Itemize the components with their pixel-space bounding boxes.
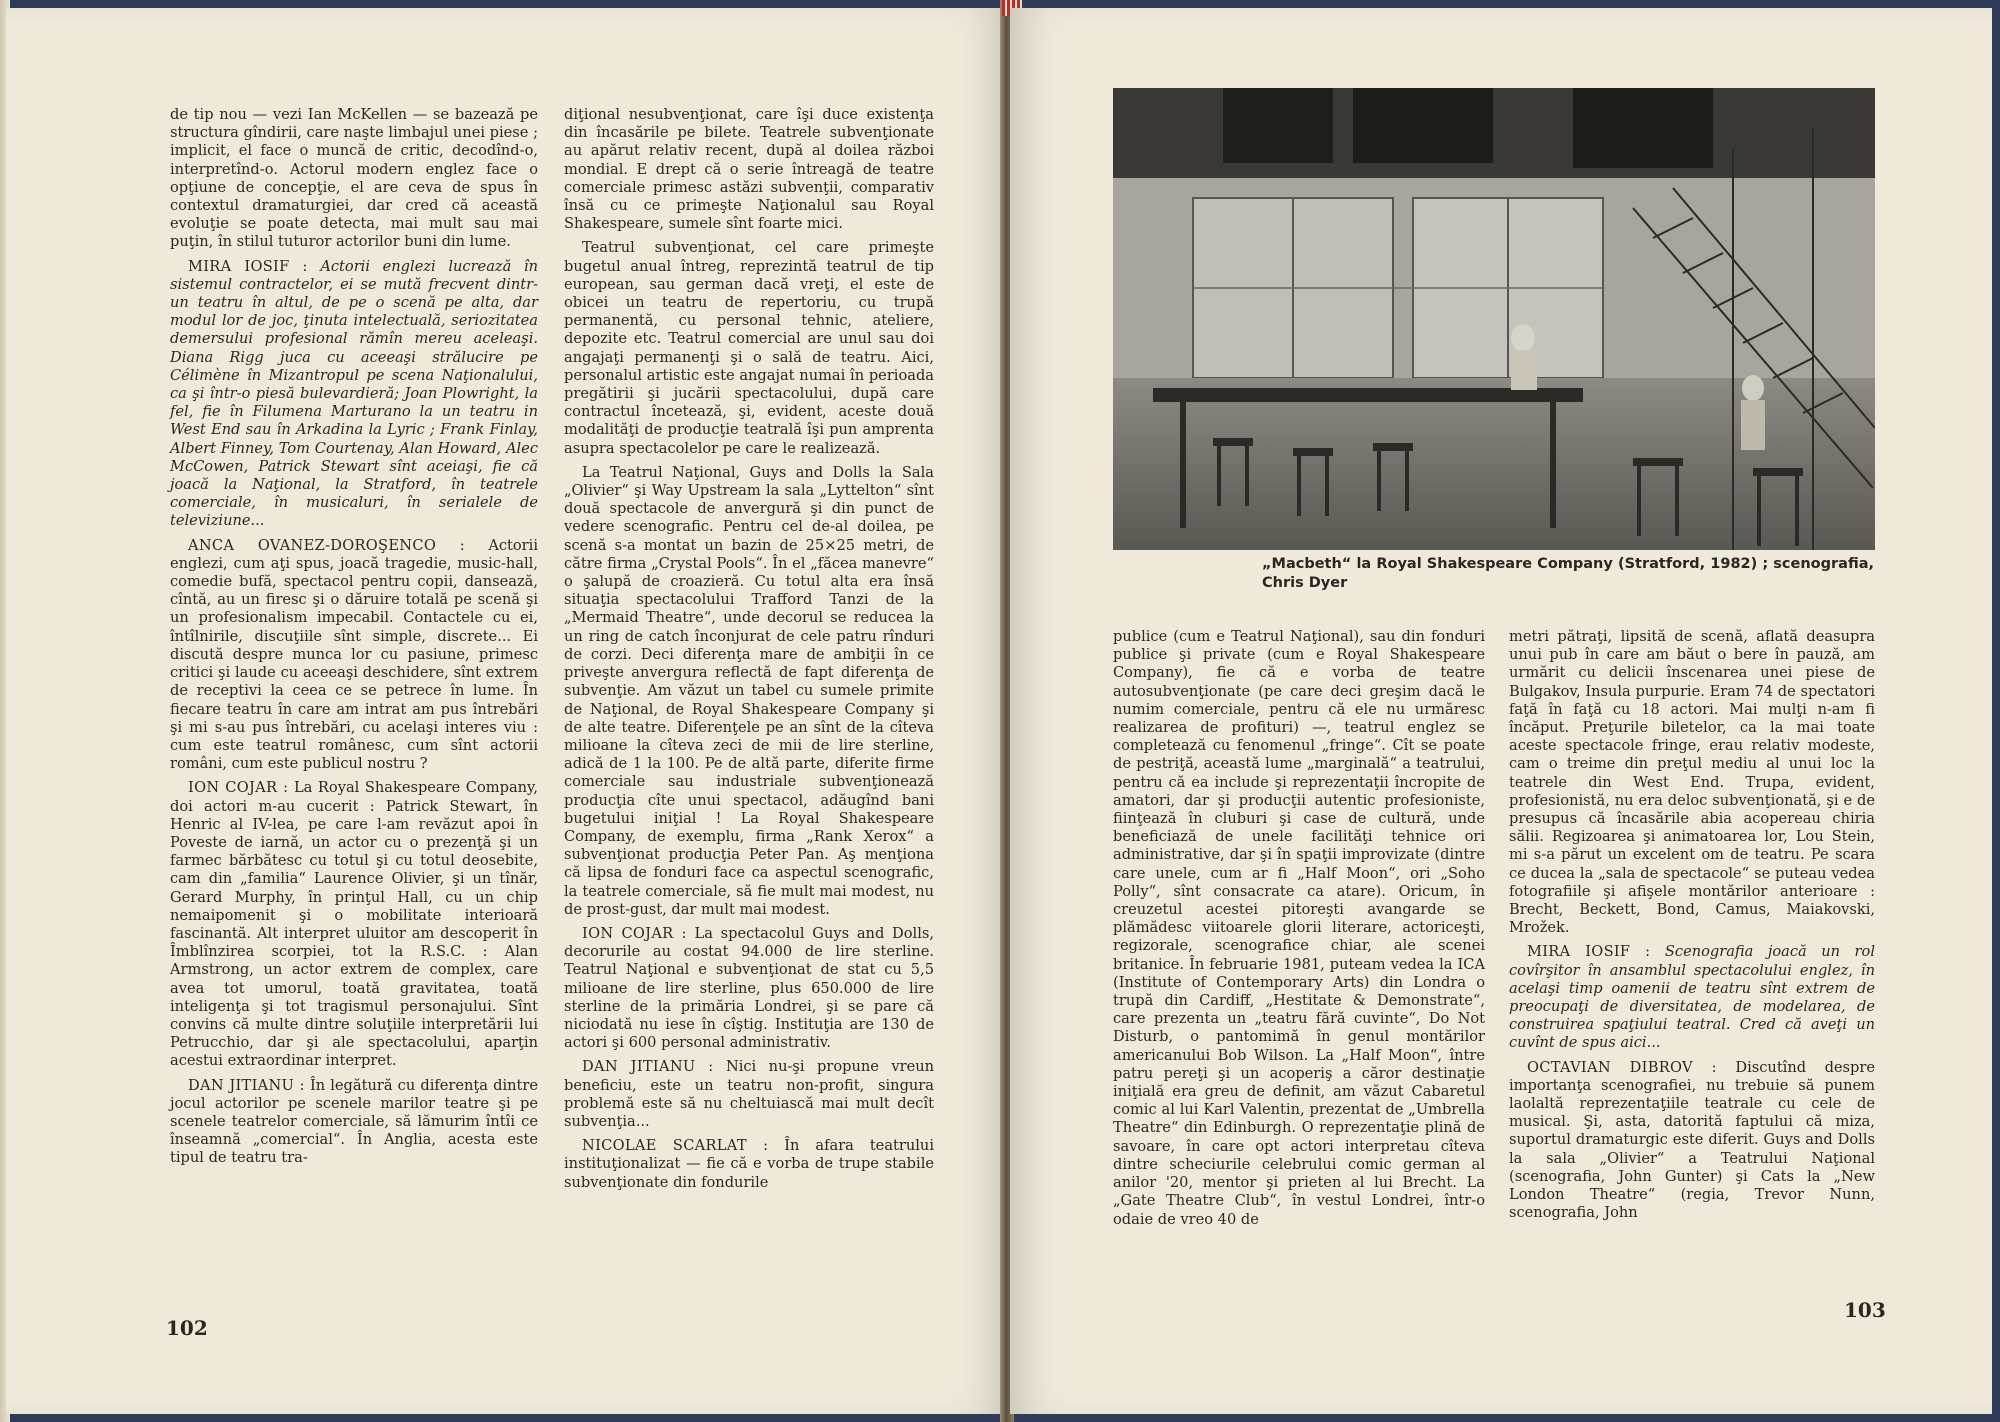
paragraph: Teatrul subvenţionat, cel care primeşte bugetul anual întreg, reprezintă teatrul de tip european, sau german dacă vreţi, el este de obicei un teatru de repertoriu, cu trupă permanentă, cu personal tehnic, ateliere, depozite etc. Teatrul comercial are unul sau doi angajaţi permanenţi şi o sală de teatru. Aici, personalul artistic este angajat numai în perioada pregătirii şi jucării spectacolului, după care contractul încetează, şi, evident, aceste două modalităţi de producţie teatrală îşi pun amprenta asupra spectacolelor pe care le realizează. [564, 239, 934, 457]
photo-caption: „Macbeth“ la Royal Shakespeare Company (Stratford, 1982) ; scenografia, Chris Dyer [1262, 556, 1874, 591]
paragraph: ION COJAR : La spectacolul Guys and Dolls, decorurile au costat 94.000 de lire sterline. Teatrul Naţional e subvenţionat de stat cu 5,5 milioane de lire sterline, plus 650.000 de lire sterline de la primăria Londrei, şi se pare că niciodată nu iese în cîştig. Instituţia are 130 de actori şi 600 personal administrativ. [564, 924, 934, 1052]
speaker-name: MIRA IOSIF : [188, 257, 308, 275]
speaker-name: DAN JITIANU : [188, 1076, 305, 1094]
paragraph: La Teatrul Naţional, Guys and Dolls la Sala „Olivier“ şi Way Upstream la sala „Lyttelton“ sînt două spectacole de anvergură şi din punct de vedere scenografic. Pentru cel de-al doilea, pe scenă s-a montat un bazin de 25×25 metri, de către firma „Crystal Pools“. În el „făcea manevre“ o şalupă de croazieră. Cu totul alta era însă situaţia spectacolului Trafford Tanzi de la „Mermaid Theatre“, unde decorul se reducea la un ring de catch înconjurat de cele patru rînduri de corzi. Deci diferenţa mare de ambiţii în ce priveşte anvergura reflectă de fapt diferenţa de subvenţie. Am văzut un tabel cu sumele primite de Naţional, de Royal Shakespeare Company şi de alte teatre. Diferenţele pe an sînt de la cîteva milioane la cîteva zeci de mii de lire sterline, adică de 1 la 100. Pe de altă parte, diferite firme comerciale sau industriale subvenţionează producţia cîte unui spectacol, adăugînd bani bugetului iniţial ! La Royal Shakespeare Company, de exemplu, firma „Rank Xerox“ a subvenţionat producţia Peter Pan. Aş menţiona că lipsa de fonduri face ca aspectul scenografic, la teatrele comerciale, să fie mult mai modest, nu de prost-gust, dar mult mai modest. [564, 463, 934, 918]
paragraph: MIRA IOSIF : Scenografia joacă un rol covîrşitor în ansamblul spectacolului englez, în acelaşi timp oamenii de teatru sînt extrem de preocupaţi de diversitatea, de modelarea, de construirea spaţiului teatral. Cred că aveţi un cuvînt de spus aici... [1509, 943, 1875, 1052]
speaker-name: ANCA OVANEZ-DOROŞENCO : [188, 536, 465, 554]
speaker-name: NICOLAE SCARLAT : [582, 1137, 769, 1155]
macbeth-stage-photo [1113, 88, 1875, 550]
paragraph: publice (cum e Teatrul Naţional), sau din fonduri publice şi private (cum e Royal Shakespeare Company), fie că e vorba de teatre autosubvenţionate (pe care deci greşim dacă le numim comerciale, pentru că ele nu urmăresc realizarea de profituri) —, teatrul englez se completează cu fenomenul „fringe“. Cît se poate de pestriţă, această lume „marginală“ a teatrului, pentru că ea include şi reprezentaţii încropite de amatori, dar şi producţii autentic profesioniste, fiinţează în cluburi şi case de cultură, unde beneficiază de unele facilităţi tehnice ori administrative, dar şi în spaţii improvizate (dintre care unele, cum ar fi „Half Moon“, ori „Soho Polly“, sînt consacrate ca atare). Oricum, în creuzetul acestei pitoreşti avangarde se plămădesc viitoarele glorii literare, actoriceşti, regizorale, scenografice chiar, ale scenei britanice. În februarie 1981, puteam vedea la ICA (Institute of Contemporary Arts) din Londra o trupă din Cardiff, „Hestitate & Demonstrate“, care prezenta un „teatru fără cuvinte“, Do Not Disturb, o pantomimă în genul montărilor americanului Bob Wilson. La „Half Moon“, între patru pereţi şi un acoperiş a căror destinaţie iniţială era greu de definit, am văzut Cabaretul comic al lui Karl Valentin, prezentat de „Umbrella Theatre“ din Edinburgh. O reprezentaţie plină de savoare, în care opt actori interpretau cîteva dintre scheciurile celebrului comic german al anilor '20, mentor şi prieten al lui Brecht. La „Gate Theatre Club“, în vestul Londrei, într-o odaie de vreo 40 de [1113, 628, 1485, 1228]
paragraph: metri pătraţi, lipsită de scenă, aflată deasupra unui pub în care am băut o bere în pauză, am urmărit cu delicii înscenarea unei piese de Bulgakov, Insula purpurie. Eram 74 de spectatori faţă în faţă cu 18 actori. Mai mulţi n-am fi încăput. Preţurile biletelor, ca la mai toate aceste spectacole fringe, erau relativ modeste, cam o treime din preţul mediu al unui loc la teatrele din West End. Trupa, evident, profesionistă, nu era deloc subvenţionată, şi e de presupus că încasările abia acopereau chiria sălii. Regizoarea şi animatoarea lor, Lou Stein, mi s-a părut un excelent om de teatru. Pe scara ce ducea la „sala de spectacole“ se puteau vedea fotografiile şi afişele montărilor anterioare : Brecht, Beckett, Bond, Camus, Maiakovski, Mrožek. [1509, 628, 1875, 937]
right-column-2 [1509, 628, 1875, 1229]
speaker-name: ION COJAR : [188, 779, 289, 797]
paragraph: diţional nesubvenţionat, care îşi duce existenţa din încasările pe bilete. Teatrele subvenţionate au apărut relativ recent, după al doilea război mondial. E drept că o serie întreagă de teatre comerciale primesc astăzi subvenţii, comparativ însă cu ce primeşte Naţionalul sau Royal Shakespeare, sumele sînt foarte mici. [564, 106, 934, 233]
stage-photo-image [1113, 88, 1875, 550]
paragraph: DAN JITIANU : În legătură cu diferenţa dintre jocul actorilor pe scenele marilor teatre şi pe scenele teatrelor comerciale, să lămurim întîi ce înseamnă „comercial“. În Anglia, acesta este tipul de teatru tra- [170, 1076, 539, 1167]
right-column-1 [1113, 628, 1485, 1235]
speaker-name: ION COJAR : [582, 924, 687, 942]
page-number-left: 102 [166, 1316, 208, 1340]
left-column-1 [170, 106, 538, 1174]
speaker-name: DAN JITIANU : [582, 1058, 714, 1076]
paragraph: ANCA OVANEZ-DOROŞENCO : Actorii englezi, cum aţi spus, joacă tragedie, music-hall, comedie bufă, spectacol pentru copii, dansează, cîntă, au un firesc şi o dăruire totală pe scenă şi un profesionalism impecabil. Contactele cu ei, întîlnirile, discuţiile sînt simple, discrete... Ei discută despre munca lor cu pasiune, primesc critici şi laude cu aceeaşi deschidere, sînt extrem de receptivi la ceea ce se petrece în lume. În fiecare teatru în care am intrat am pus întrebări şi mi s-au pus întrebări, cu acelaşi interes viu : cum este teatrul românesc, cum sînt actorii români, cum este publicul nostru ? [170, 536, 538, 773]
paragraph: de tip nou — vezi Ian McKellen — se bazează pe structura gîndirii, care naşte limbajul unei piese ; implicit, el face o muncă de critic, decodînd-o, interpretînd-o. Actorul modern englez face o opţiune de concepţie, el are ceva de spus în contextul dramaturgiei, dar cred că această evoluţie se poate detecta, mai mult sau mai puţin, în stilul tuturor actorilor buni din lume. [170, 106, 538, 251]
speaker-name: MIRA IOSIF : [1527, 943, 1651, 961]
paragraph: MIRA IOSIF : Actorii englezi lucrează în sistemul contractelor, ei se mută frecvent dintr-un teatru în altul, de pe o scenă pe alta, dar modul lor de joc, ţinuta intelectuală, seriozitatea demersului profesional rămîn mereu aceleaşi. Diana Rigg juca cu aceeaşi strălucire pe Célimène în Mizantropul pe scena Naţionalului, ca şi într-o piesă bulevardieră; Joan Plowright, la fel, fie în Filumena Marturano la un teatru in West End sau în Arkadina la Lyric ; Frank Finlay, Albert Finney, Tom Courtenay, Alan Howard, Alec McCowen, Patrick Stewart sînt aceiaşi, fie că joacă la Naţional, la Stratford, în teatrele comerciale, în musicaluri, în serialele de televiziune... [170, 257, 538, 530]
paragraph: DAN JITIANU : Nici nu-şi propune vreun beneficiu, este un teatru non-profit, singura problemă este să nu cheltuiască mai mult decît subvenţia... [564, 1058, 935, 1130]
page-number-right: 103 [1844, 1298, 1886, 1322]
paragraph: OCTAVIAN DIBROV : Discutînd despre importanţa scenografiei, nu trebuie să punem laolaltă reprezentaţiile teatrale cu cele de musical. Şi, asta, datorită faptului că miza, suportul dramaturgic este diferit. Guys and Dolls la sala „Olivier“ a Teatrului Naţional (scenografia, John Gunter) şi Cats la „New London Theatre“ (regia, Trevor Nunn, scenografia, John [1509, 1058, 1875, 1222]
left-page [6, 8, 1006, 1414]
paragraph: NICOLAE SCARLAT : În afara teatrului instituţionalizat — fie că e vorba de trupe stabile subvenţionate din fondurile [564, 1137, 934, 1191]
speaker-name: OCTAVIAN DIBROV : [1527, 1058, 1717, 1076]
left-column-2 [564, 106, 934, 1198]
paragraph: ION COJAR : La Royal Shakespeare Company, doi actori m-au cucerit : Patrick Stewart, în Henric al IV-lea, pe care l-am revăzut apoi în Poveste de iarnă, un actor cu o prezenţă şi un farmec bărbătesc cu totul şi cu totul deosebite, cam din „familia“ Laurence Olivier, şi un tînăr, Gerard Murphy, în prinţul Hall, cu un chip nemaipomenit şi o mobilitate interioară fascinantă. Alt interpret uluitor am descoperit în Îmblînzirea scorpiei, tot la R.S.C. : Alan Armstrong, un actor extrem de complex, care avea tot umorul, toată gravitatea, toată inteligenţa şi tot tragismul personajului. Sînt convins că multe dintre soluţiile interpretării lui Petrucchio, dar şi ale spectacolului, aparţin acestui extraordinar interpret. [170, 779, 538, 1070]
